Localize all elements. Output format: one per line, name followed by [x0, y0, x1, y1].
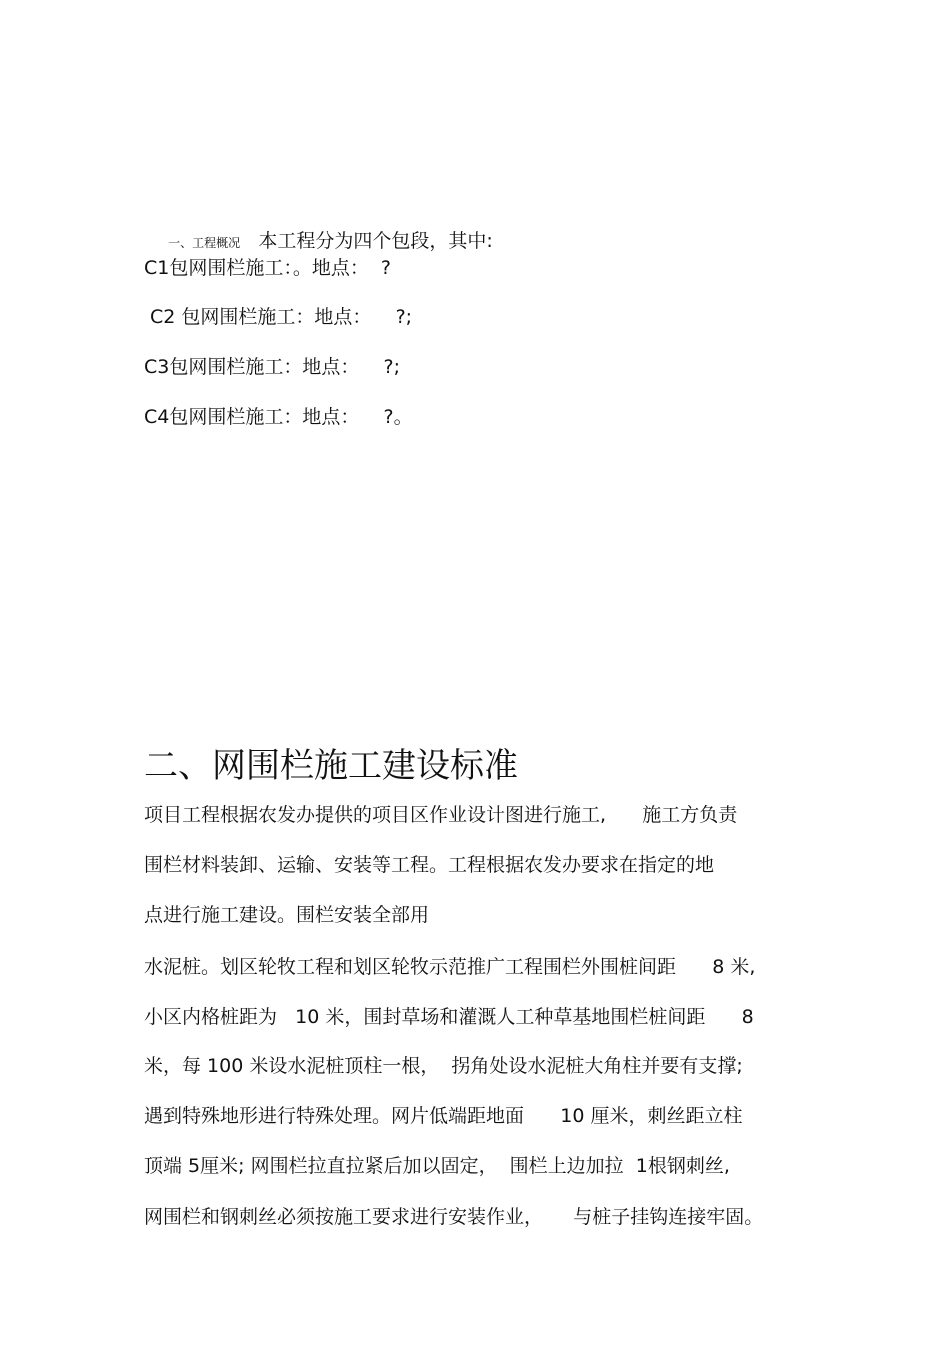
section2-line-5: 小区内格桩距为 10 米，围封草场和灌溉人工种草基地围栏桩间距 8: [144, 1006, 754, 1028]
section1-item-c3: C3包网围栏施工：地点： ?;: [144, 356, 400, 378]
section2-line-6: 米，每 100 米设水泥桩顶柱一根， 拐角处设水泥桩大角柱并要有支撑;: [144, 1055, 743, 1077]
section2-line-3: 点进行施工建设。围栏安装全部用: [144, 904, 430, 926]
section2-line-4: 水泥桩。划区轮牧工程和划区轮牧示范推广工程围栏外围桩间距 8 米,: [144, 956, 756, 978]
section2-line-7: 遇到特殊地形进行特殊处理。网片低端距地面 10 厘米，刺丝距立柱: [144, 1105, 743, 1127]
section2-line-8: 顶端 5厘米; 网围栏拉直拉紧后加以固定， 围栏上边加拉 1根钢刺丝,: [144, 1155, 730, 1177]
section1-item-c2: C2 包网围栏施工：地点： ?;: [144, 306, 413, 328]
section1-intro: 本工程分为四个包段，其中:: [258, 230, 493, 252]
section2-line-1: 项目工程根据农发办提供的项目区作业设计图进行施工, 施工方负责: [144, 804, 738, 826]
section2-line-2: 围栏材料装卸、运输、安装等工程。工程根据农发办要求在指定的地: [144, 854, 715, 876]
section2-heading: 二、网围栏施工建设标准: [144, 746, 518, 786]
section1-item-c4: C4包网围栏施工：地点： ?。: [144, 406, 413, 428]
section1-item-c1: C1包网围栏施工：。地点： ?: [144, 257, 392, 279]
section1-label: 一、工程概况: [168, 236, 241, 250]
section2-line-9: 网围栏和钢刺丝必须按施工要求进行安装作业， 与桩子挂钩连接牢固。: [144, 1206, 764, 1228]
